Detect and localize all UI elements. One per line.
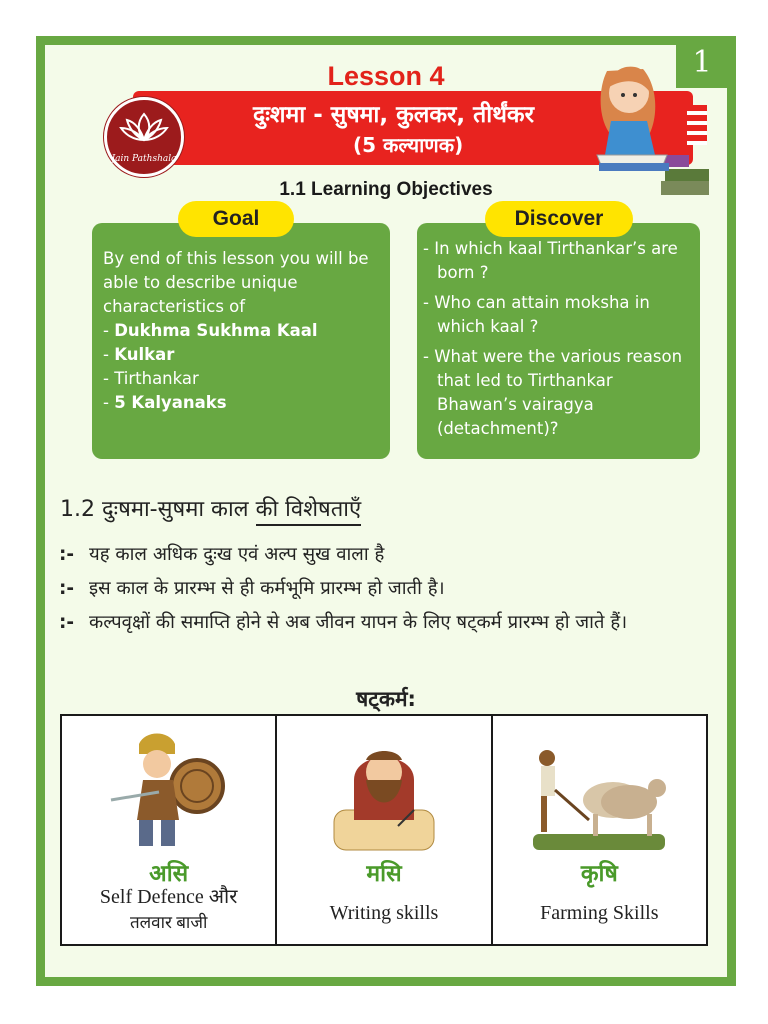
characteristics-heading — [60, 493, 361, 523]
discover-item: - In which kaal Tirthankar’s are born ? — [423, 239, 678, 282]
goal-card — [92, 207, 390, 459]
goal-intro: By end of this lesson you will be able to describe unique characteristics of — [103, 249, 369, 316]
characteristic-point: :- यह काल अधिक दुःख एवं अल्प सुख वाला है — [59, 544, 385, 565]
karma-masi-hindi: मसि — [366, 861, 402, 887]
characteristics-list — [59, 538, 719, 640]
karma-asi-line2: तलवार बाजी — [129, 913, 208, 932]
discover-label: Discover — [485, 201, 633, 237]
karma-krishi-english: Farming Skills — [540, 902, 659, 924]
shatkarma-grid — [60, 714, 708, 946]
farmer-oxen-illustration — [529, 730, 669, 854]
karma-masi-english: Writing skills — [329, 902, 439, 924]
lesson-page — [36, 36, 736, 986]
scribe-illustration — [314, 730, 454, 854]
logo-text: Jain Pathshala — [111, 154, 177, 164]
discover-item: - What were the various reason that led to Tirthankar Bhawan’s vairagya (detachment)? — [423, 347, 683, 438]
goal-item: - Dukhma Sukhma Kaal — [103, 321, 318, 340]
karma-asi-line1: Self Defence और — [99, 886, 238, 908]
goal-item: - Tirthankar — [103, 369, 199, 388]
discover-item: - Who can attain moksha in which kaal ? — [423, 293, 650, 336]
discover-card — [417, 207, 700, 459]
karma-cell-krishi — [493, 716, 706, 944]
goal-item: - 5 Kalyanaks — [103, 393, 227, 412]
characteristic-point: :- कल्पवृक्षों की समाप्ति होने से अब जीवन यापन के लिए षट्कर्म प्रारम्भ हो जाते हैं। — [59, 612, 628, 633]
banner-subtitle: (5 कल्याणक) — [353, 133, 464, 157]
learning-objectives-heading: 1.1 Learning Objectives — [279, 179, 493, 200]
characteristics-heading-underlined: की विशेषताएँ — [256, 497, 362, 526]
page-inner — [45, 45, 727, 977]
karma-asi-hindi: असि — [149, 861, 189, 887]
discover-list — [423, 237, 697, 447]
characteristics-heading-prefix: 1.2 दुःषमा-सुषमा काल — [60, 497, 249, 522]
karma-cell-masi — [277, 716, 492, 944]
shatkarma-heading: षट्कर्म: — [356, 687, 416, 711]
karma-asi-english — [62, 884, 275, 936]
banner-title: दुःशमा - सुषमा, कुलकर, तीर्थंकर — [253, 102, 534, 128]
goal-list — [103, 319, 318, 415]
warrior-illustration — [99, 730, 239, 854]
karma-krishi-hindi: कृषि — [580, 861, 618, 887]
lesson-title: Lesson 4 — [327, 61, 445, 91]
goal-item: - Kulkar — [103, 345, 175, 364]
karma-cell-asi — [62, 716, 277, 944]
page-number: 1 — [676, 36, 728, 88]
characteristic-point: :- इस काल के प्रारम्भ से ही कर्मभूमि प्रारम्भ हो जाती है। — [59, 578, 445, 599]
pathshala-logo — [104, 97, 184, 177]
goal-label: Goal — [178, 201, 294, 237]
